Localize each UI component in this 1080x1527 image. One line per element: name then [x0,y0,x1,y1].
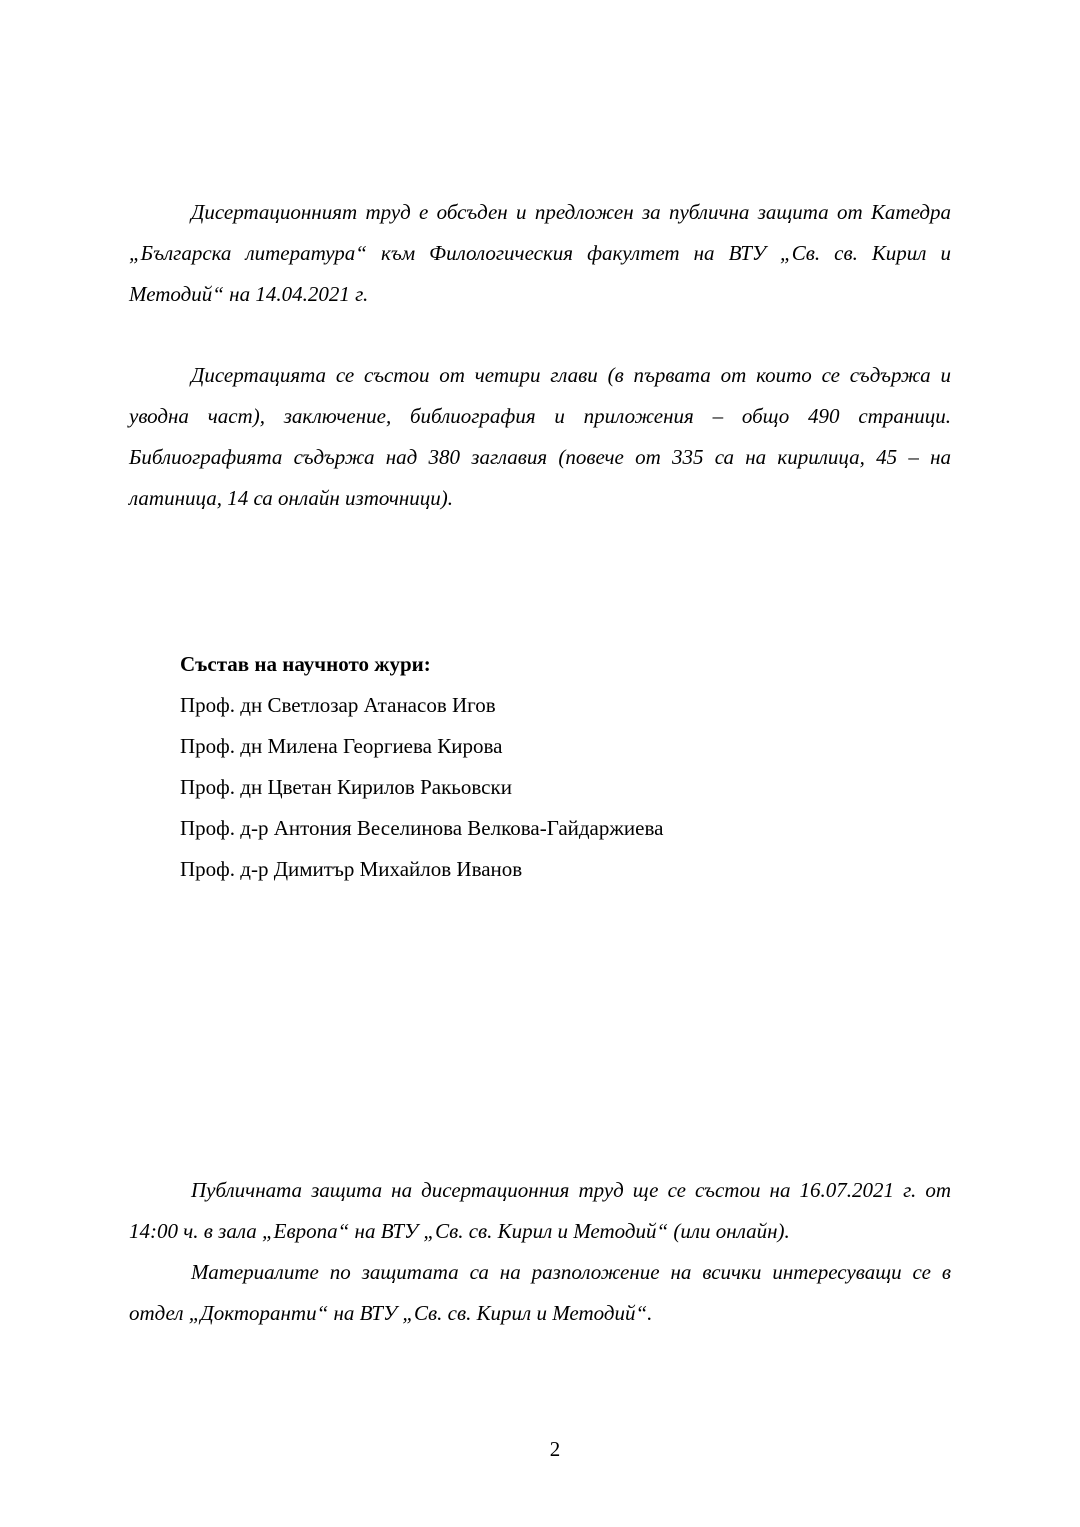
defense-text: Публичната защита на дисертационния труд ще се състои на 16.07.2021 г. от 14:00 ч. в зала „Европа“ на ВТУ „Св. св. Кирил и Методий“ (или онлайн). [129,1178,951,1243]
defense-paragraph [129,1170,951,1252]
materials-paragraph [129,1252,951,1334]
jury-section [180,644,880,890]
discussion-paragraph [129,192,951,315]
structure-paragraph [129,355,951,519]
jury-member: Проф. дн Милена Георгиева Кирова [180,734,503,758]
jury-member: Проф. д-р Димитър Михайлов Иванов [180,857,523,881]
page-number: 2 [549,1437,561,1461]
jury-member: Проф. дн Светлозар Атанасов Игов [180,693,496,717]
jury-member: Проф. дн Цветан Кирилов Ракьовски [180,775,512,799]
discussion-text: Дисертационният труд е обсъден и предложен за публична защита от Катедра „Българска литература“ към Филологическия факултет на ВТУ „Св. св. Кирил и Методий“ на 14.04.2021 г. [129,200,951,306]
jury-list [180,685,880,890]
structure-text: Дисертацията се състои от четири глави (в първата от които се съдържа и уводна част), заключение, библиография и приложения – общо 490 страници. Библиографията съдържа над 380 заглавия (повече от 335 са на кирилица, 45 – на латиница, 14 са онлайн източници). [129,363,951,510]
jury-title: Състав на научното жури: [180,652,431,676]
jury-member: Проф. д-р Антония Веселинова Велкова-Гайдаржиева [180,816,664,840]
materials-text: Материалите по защитата са на разположение на всички интересуващи се в отдел „Докторанти“ на ВТУ „Св. св. Кирил и Методий“. [129,1260,951,1325]
